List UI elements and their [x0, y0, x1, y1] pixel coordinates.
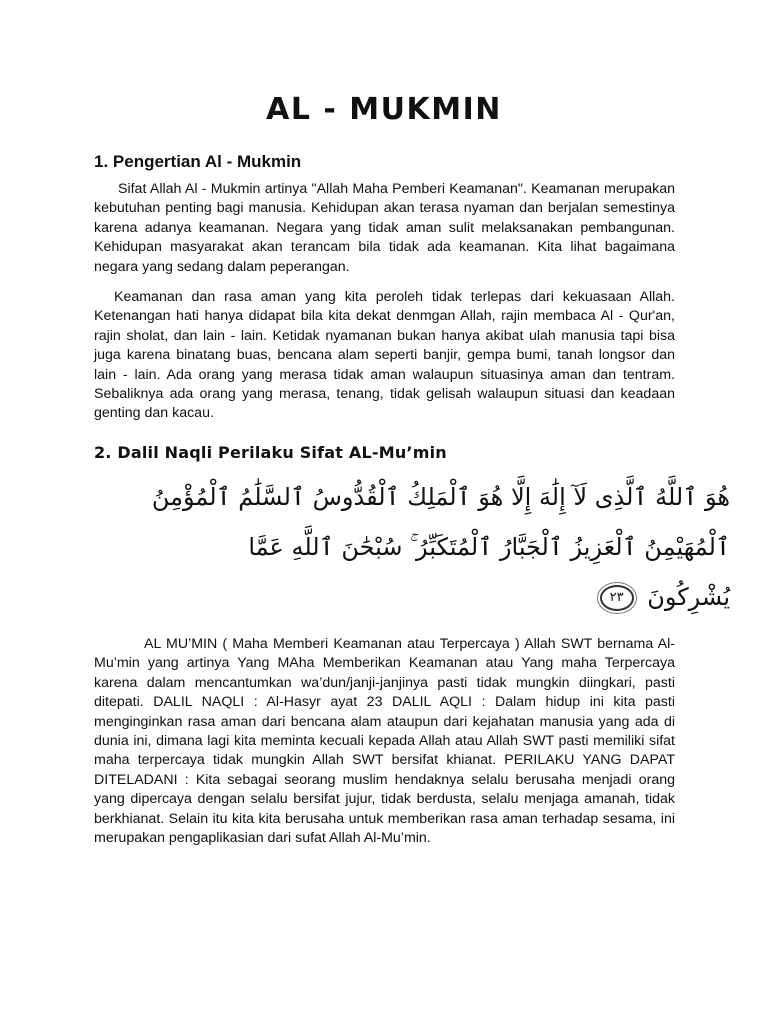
paragraph-pengertian-2: Keamanan dan rasa aman yang kita peroleh tidak terlepas dari kekuasaan Allah. Ketenangan hati hanya didapat bila kita dekat denmgan Allah, rajin membaca Al - Qur'an, rajin sholat, dan lain - lain. Ketidak nyamanan bukan hanya akibat ulah manusia tapi bisa juga karena binatang buas, bencana alam seperti banjir, gempa bumi, tanah longsor dan lain - lain. Ada orang yang merasa tidak aman walaupun situasinya aman dan tentram. Sebaliknya ada orang yang merasa, tenang, tidak gelisah walaupun situasi dan keadaan genting dan kacau.	[94, 289, 675, 422]
arabic-verse-line-3-text: يُشْرِكُونَ	[647, 583, 730, 611]
ayah-number-marker-icon: ٢٣	[600, 585, 634, 611]
section-heading-dalil-naqli: 2. Dalil Naqli Perilaku Sifat AL-Mu’min	[94, 443, 447, 462]
document-title: AL - MUKMIN	[266, 92, 502, 127]
arabic-verse-al-hasyr-23	[151, 472, 730, 622]
arabic-verse-line-3	[180, 572, 730, 622]
arabic-verse-line-2: ٱلْمُهَيْمِنُ ٱلْعَزِيزُ ٱلْجَبَّارُ ٱلْمُتَكَبِّرُ ۚ سُبْحَٰنَ ٱللَّهِ عَمَّا	[248, 533, 730, 561]
section-heading-pengertian: 1. Pengertian Al - Mukmin	[94, 152, 302, 171]
arabic-verse-line-1: هُوَ ٱللَّهُ ٱلَّذِى لَآ إِلَٰهَ إِلَّا هُوَ ٱلْمَلِكُ ٱلْقُدُّوسُ ٱلسَّلَٰمُ ٱلْمُؤْمِنُ	[151, 483, 730, 511]
paragraph-pengertian-1: Sifat Allah Al - Mukmin artinya "Allah Maha Pemberi Keamanan". Keamanan merupakan kebutuhan penting bagi manusia. Kehidupan akan terasa nyaman dan berjalan semestinya karena adanya keamanan. Negara yang tidak aman sulit melaksanakan pembangunan. Kehidupan masyarakat akan terancam bila tidak ada keamanan. Kita lihat bagaimana negara yang sedang dalam peperangan.	[94, 181, 675, 275]
paragraph-al-mumin-explanation: AL MU’MIN ( Maha Memberi Keamanan atau Terpercaya ) Allah SWT bernama Al-Mu’min yang artinya Yang MAha Memberikan Keamanan atau Yang maha Terpercaya karena dalam mencantumkan wa’dun/janji-janjinya pasti tidak mungkin diingkari, pasti ditepati. DALIL NAQLI : Al-Hasyr ayat 23 DALIL AQLI : Dalam hidup ini kita pasti menginginkan rasa aman dari bencana alam ataupun dari kejahatan manusia yang ada di dunia ini, dimana lagi kita meminta kecuali kepada Allah atau Allah SWT pasti memiliki sifat maha terpercaya tidak mungkin Allah SWT bersifat khianat. PERILAKU YANG DAPAT DITELADANI : Kita sebagai seorang muslim hendaknya selalu berusaha menjadi orang yang dipercaya dengan selalu bersifat jujur, tidak berdusta, selalu menjaga amanah, tidak berkhianat. Selain itu kita kita berusaha untuk memberikan rasa aman terhadap sesama, ini merupakan pengaplikasian dari sufat Allah Al-Mu’min.	[94, 636, 675, 847]
